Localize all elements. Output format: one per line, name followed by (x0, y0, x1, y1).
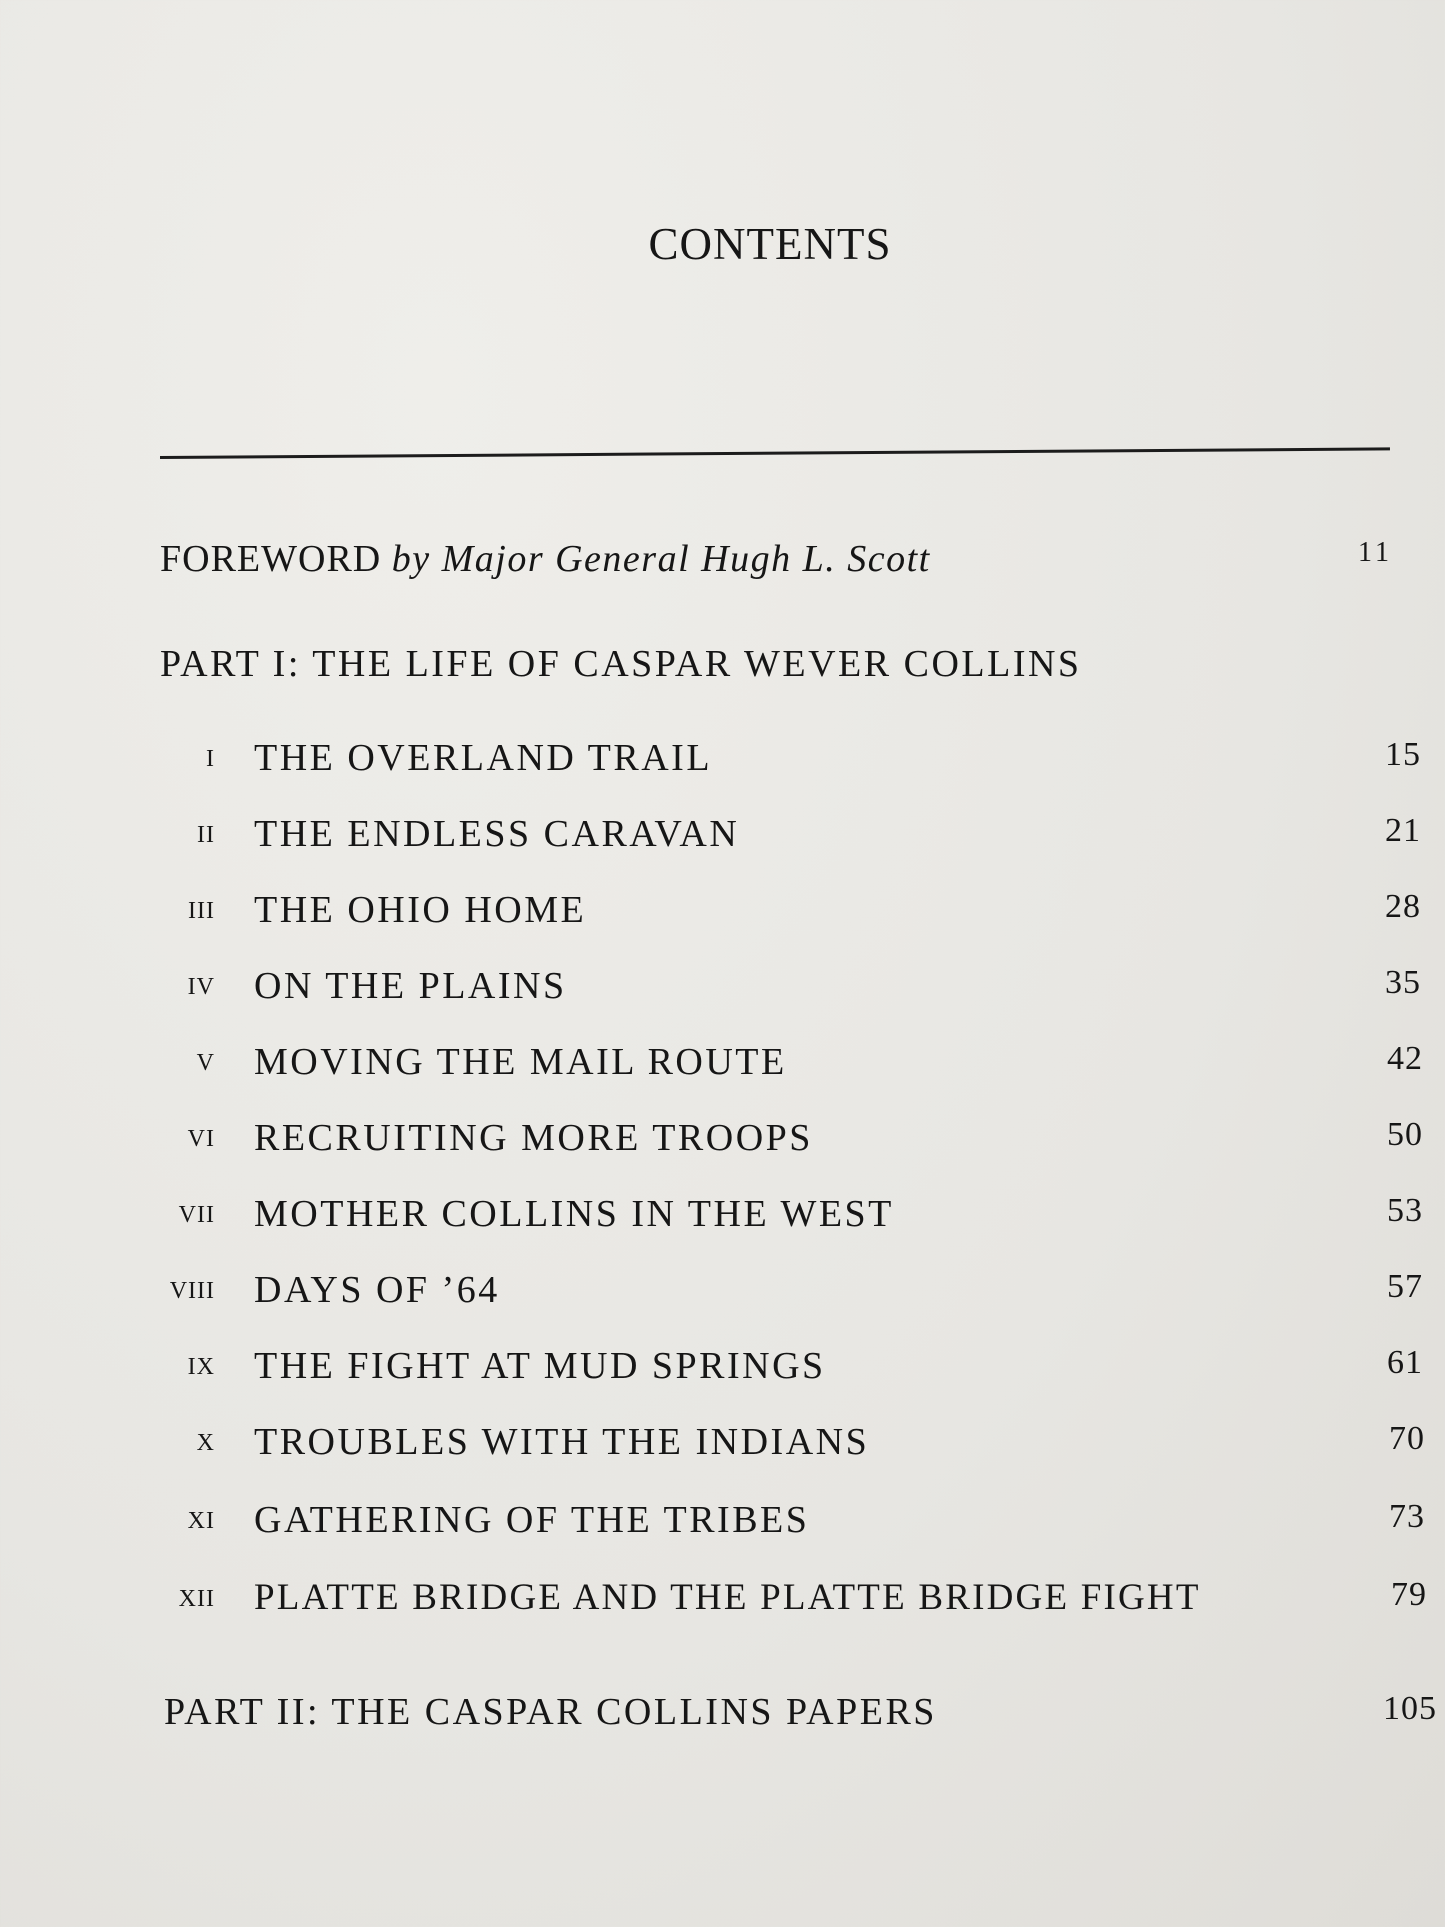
chapter-page: 15 (1385, 736, 1421, 773)
part2-page: 105 (1383, 1690, 1437, 1727)
chapter-numeral: XII (178, 1586, 215, 1612)
chapter-entry (0, 888, 1445, 938)
chapter-numeral: XI (187, 1508, 215, 1534)
chapter-entry (0, 1420, 1445, 1470)
foreword-text (160, 537, 931, 581)
chapter-page: 42 (1387, 1040, 1423, 1077)
chapter-page: 57 (1387, 1268, 1423, 1305)
title-rule (160, 447, 1390, 459)
part1-heading (0, 642, 1445, 692)
chapter-numeral: IV (187, 974, 215, 1000)
chapter-numeral: VIII (169, 1278, 215, 1304)
chapter-numeral: I (206, 746, 215, 772)
chapter-title: THE OHIO HOME (254, 889, 587, 931)
chapter-numeral: IX (187, 1354, 215, 1380)
chapter-entry (0, 1040, 1445, 1090)
chapter-title: RECRUITING MORE TROOPS (254, 1117, 813, 1159)
chapter-entry (0, 964, 1445, 1014)
chapter-page: 70 (1389, 1420, 1425, 1457)
part2-label: PART II: THE CASPAR COLLINS PAPERS (164, 1691, 937, 1733)
chapter-title: THE FIGHT AT MUD SPRINGS (254, 1345, 826, 1387)
chapter-page: 79 (1391, 1576, 1427, 1613)
foreword-page: 11 (1358, 537, 1393, 568)
chapter-entry (0, 1576, 1445, 1626)
chapter-title: THE ENDLESS CARAVAN (254, 813, 740, 855)
chapter-title: DAYS OF ’64 (254, 1269, 500, 1311)
chapter-page: 35 (1385, 964, 1421, 1001)
chapter-title: TROUBLES WITH THE INDIANS (254, 1421, 870, 1463)
chapter-title: ON THE PLAINS (254, 965, 567, 1007)
chapter-entry (0, 736, 1445, 786)
chapter-entry (0, 812, 1445, 862)
chapter-entry (0, 1192, 1445, 1242)
chapter-page: 61 (1387, 1344, 1423, 1381)
chapter-numeral: VII (178, 1202, 215, 1228)
part2-entry (0, 1690, 1445, 1740)
page-title: CONTENTS (648, 219, 892, 269)
chapter-title: MOVING THE MAIL ROUTE (254, 1041, 787, 1083)
chapter-page: 21 (1385, 812, 1421, 849)
part1-label: PART I: THE LIFE OF CASPAR WEVER COLLINS (160, 643, 1082, 685)
chapter-title: PLATTE BRIDGE AND THE PLATTE BRIDGE FIGHT (254, 1577, 1201, 1618)
chapter-numeral: VI (187, 1126, 215, 1152)
chapter-page: 50 (1387, 1116, 1423, 1153)
chapter-entry (0, 1268, 1445, 1318)
chapter-page: 53 (1387, 1192, 1423, 1229)
chapter-entry (0, 1498, 1445, 1548)
chapter-entry (0, 1116, 1445, 1166)
chapter-title: MOTHER COLLINS IN THE WEST (254, 1193, 894, 1235)
chapter-title: THE OVERLAND TRAIL (254, 737, 713, 779)
chapter-page: 28 (1385, 888, 1421, 925)
chapter-numeral: II (197, 822, 215, 848)
chapter-numeral: III (188, 898, 215, 924)
foreword-entry (0, 537, 1445, 587)
chapter-entry (0, 1344, 1445, 1394)
chapter-numeral: V (196, 1050, 215, 1076)
foreword-byline: by Major General Hugh L. Scott (391, 538, 931, 580)
chapter-title: GATHERING OF THE TRIBES (254, 1499, 810, 1541)
chapter-numeral: X (196, 1430, 215, 1456)
foreword-label: FOREWORD (160, 538, 382, 580)
chapter-page: 73 (1389, 1498, 1425, 1535)
